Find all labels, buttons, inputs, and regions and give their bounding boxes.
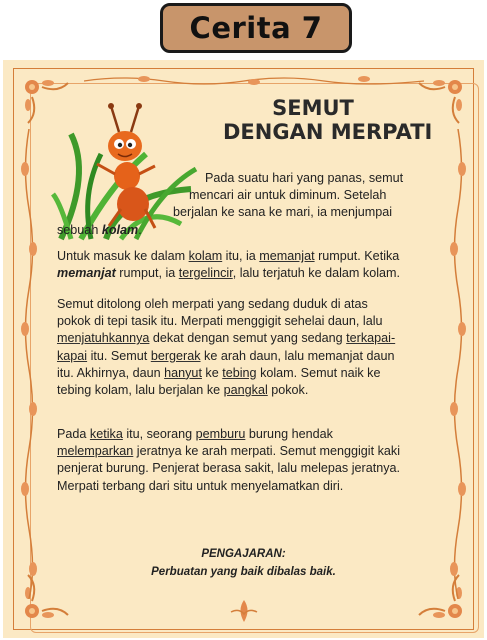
text-line: Semut ditolong oleh merpati yang sedang duduk di atas <box>57 297 368 311</box>
underlined-word: memanjat <box>259 249 315 263</box>
story-title <box>223 96 433 144</box>
text-line <box>57 330 471 347</box>
text-line <box>57 248 471 265</box>
story-page <box>3 60 484 638</box>
underlined-word: terkapai- <box>346 331 396 346</box>
lesson-heading: PENGAJARAN: <box>201 548 286 560</box>
story-paragraph <box>57 296 471 399</box>
text-line: berjalan ke sana ke mari, ia menjumpai <box>173 205 393 220</box>
text-line: penjerat burung. Penjerat berasa sakit, lalu melepas jeratnya. <box>57 461 401 476</box>
underlined-word: kolam <box>188 249 223 263</box>
text-segment: jeratnya ke arah merpati. Semut menggigit kaki <box>133 444 400 459</box>
underlined-word: pemburu <box>195 427 246 441</box>
corner-flower-ornament <box>417 73 469 125</box>
text-segment: itu. Akhirnya, daun <box>57 365 165 380</box>
story-paragraph <box>57 248 471 282</box>
underlined-word: pangkal <box>223 383 268 398</box>
text-segment: itu, ia <box>222 249 260 263</box>
story-number-tab <box>160 3 352 53</box>
underlined-word: tergelincir <box>178 266 233 281</box>
underlined-word: ketika <box>89 427 123 441</box>
text-line <box>57 426 471 443</box>
text-line <box>57 348 471 365</box>
text-segment: pokok. <box>267 383 309 398</box>
underlined-word: melemparkan <box>57 444 134 459</box>
story-title-line: DENGAN MERPATI <box>223 120 433 144</box>
text-segment: sebuah <box>57 222 102 237</box>
text-line: Pada suatu hari yang panas, semut <box>205 171 404 185</box>
text-segment: rumput. Ketika <box>314 249 400 263</box>
text-segment: itu. Semut <box>87 348 151 363</box>
underlined-word: kapai <box>57 348 88 363</box>
story-number-label: Cerita 7 <box>189 11 323 45</box>
top-vine-ornament <box>84 73 424 89</box>
underlined-word: tebing <box>222 365 257 380</box>
keyword: memanjat <box>57 266 116 281</box>
text-line <box>57 382 471 399</box>
underlined-word: menjatuhkannya <box>57 331 150 346</box>
text-line <box>57 443 471 460</box>
text-segment: kolam. Semut naik ke <box>256 365 381 380</box>
left-vine-ornament <box>20 129 38 599</box>
keyword: kolam <box>101 222 139 237</box>
text-segment: . <box>138 222 142 237</box>
text-segment: ke arah daun, lalu memanjat daun <box>200 348 395 363</box>
text-segment: rumput, ia <box>115 266 179 281</box>
text-segment: dekat dengan semut yang sedang <box>149 331 347 346</box>
underlined-word: hanyut <box>164 365 202 380</box>
story-paragraph <box>57 170 467 239</box>
text-segment: burung hendak <box>245 427 333 441</box>
text-line <box>57 222 467 239</box>
bottom-flourish-ornament <box>227 596 261 626</box>
text-line: pokok di tepi tasik itu. Merpati menggigit sehelai daun, lalu <box>57 314 383 329</box>
text-segment: Pada <box>57 427 90 441</box>
story-title-line: SEMUT <box>272 96 354 120</box>
text-segment: itu, seorang <box>122 427 196 441</box>
text-line: mencari air untuk diminum. Setelah <box>189 188 387 203</box>
text-segment: , lalu terjatuh ke dalam kolam. <box>232 266 401 281</box>
text-segment: ke <box>201 365 223 380</box>
story-paragraph <box>57 426 471 495</box>
text-segment: tebing kolam, lalu berjalan ke <box>57 383 224 398</box>
text-segment: Untuk masuk ke dalam <box>57 249 189 263</box>
text-line <box>57 365 471 382</box>
text-line <box>57 265 471 282</box>
text-line: Merpati terbang dari situ untuk menyelamatkan diri. <box>57 478 344 493</box>
lesson-text: Perbuatan yang baik dibalas baik. <box>151 566 336 578</box>
underlined-word: bergerak <box>150 348 201 363</box>
